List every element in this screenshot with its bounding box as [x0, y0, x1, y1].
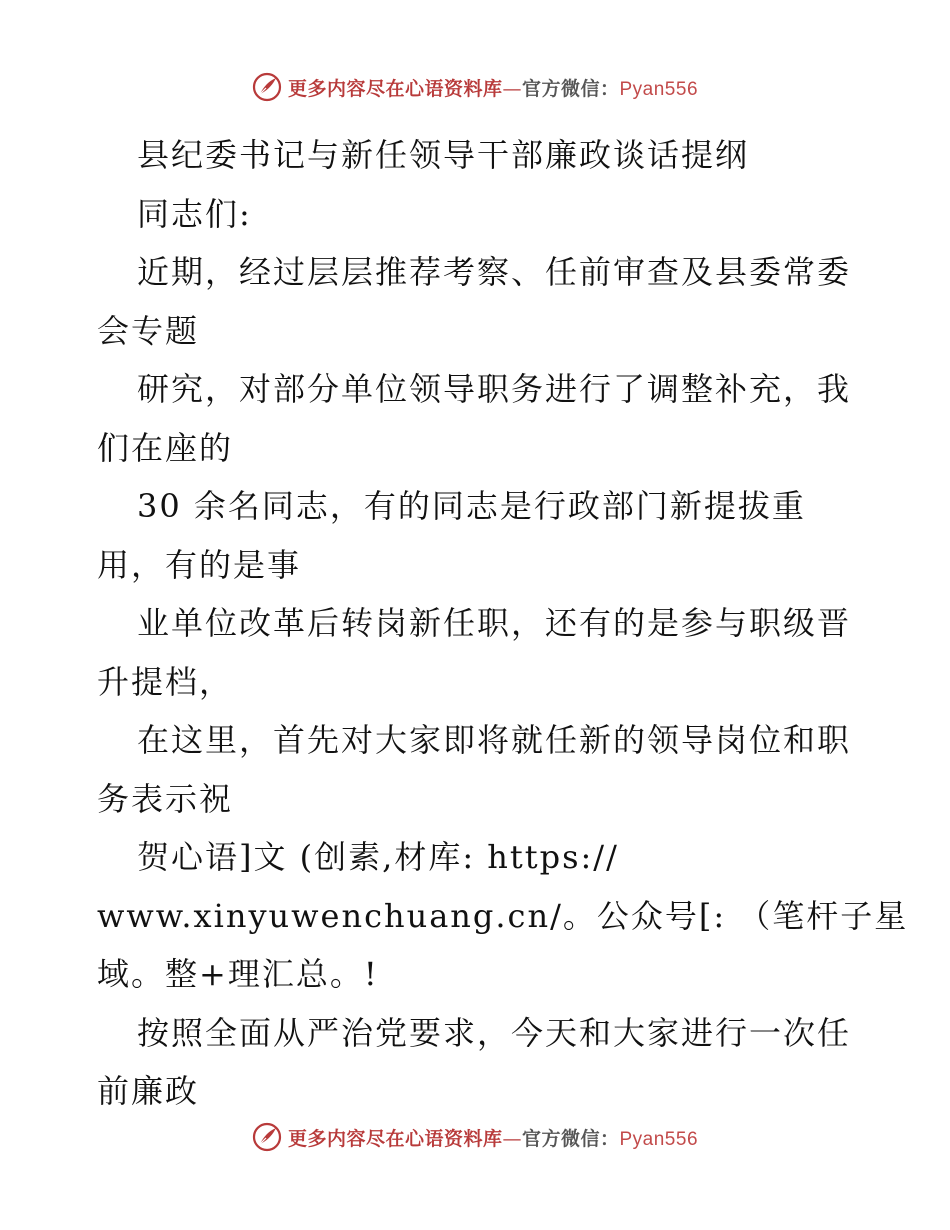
document-title: 县纪委书记与新任领导干部廉政谈话提纲: [137, 136, 750, 174]
paragraph-line: 会专题: [97, 311, 200, 350]
header-brand: 更多内容尽在心语资料库: [287, 77, 503, 100]
header-banner: [0, 72, 950, 102]
header-wechat-id: Pyan556: [619, 78, 699, 100]
paragraph-line: 业单位改革后转岗新任职，还有的是参与职级晋: [137, 604, 852, 642]
feather-pen-logo-icon: [252, 72, 282, 102]
paragraph-line: www.xinyuwenchuang.cn/。公众号[: （笔杆子星: [97, 896, 909, 935]
paragraph-line: 在这里，首先对大家即将就任新的领导岗位和职: [137, 721, 852, 759]
paragraph-line: 用，有的是事: [97, 545, 302, 584]
header-separator: —: [502, 77, 522, 100]
paragraph-line: 升提档，: [97, 662, 234, 701]
footer-brand: 更多内容尽在心语资料库: [287, 1127, 503, 1150]
paragraph-line: 贺心语]文 (创素,材库: https://: [137, 838, 619, 876]
footer-official: 官方微信：: [521, 1127, 620, 1150]
header-banner-text: [288, 74, 698, 101]
footer-separator: —: [502, 1127, 522, 1150]
paragraph-line: 近期，经过层层推荐考察、任前审查及县委常委: [137, 253, 852, 291]
paragraph-line: 30 余名同志，有的同志是行政部门新提拔重: [137, 487, 806, 525]
paragraph-line: 研究，对部分单位领导职务进行了调整补充，我: [137, 370, 852, 408]
document-body: [97, 126, 909, 1121]
paragraph-line: 前廉政: [97, 1072, 200, 1110]
footer-wechat-id: Pyan556: [619, 1128, 699, 1150]
footer-banner: [0, 1122, 950, 1152]
header-official: 官方微信：: [521, 77, 620, 100]
paragraph-line: 域。整+理汇总。!: [97, 955, 379, 993]
feather-pen-logo-icon: [252, 1122, 282, 1152]
paragraph-line: 们在座的: [97, 428, 234, 467]
paragraph-line: 按照全面从严治党要求，今天和大家进行一次任: [137, 1013, 852, 1052]
paragraph-line: 务表示祝: [97, 779, 234, 818]
footer-banner-text: [288, 1124, 698, 1151]
salutation: 同志们:: [137, 194, 252, 233]
